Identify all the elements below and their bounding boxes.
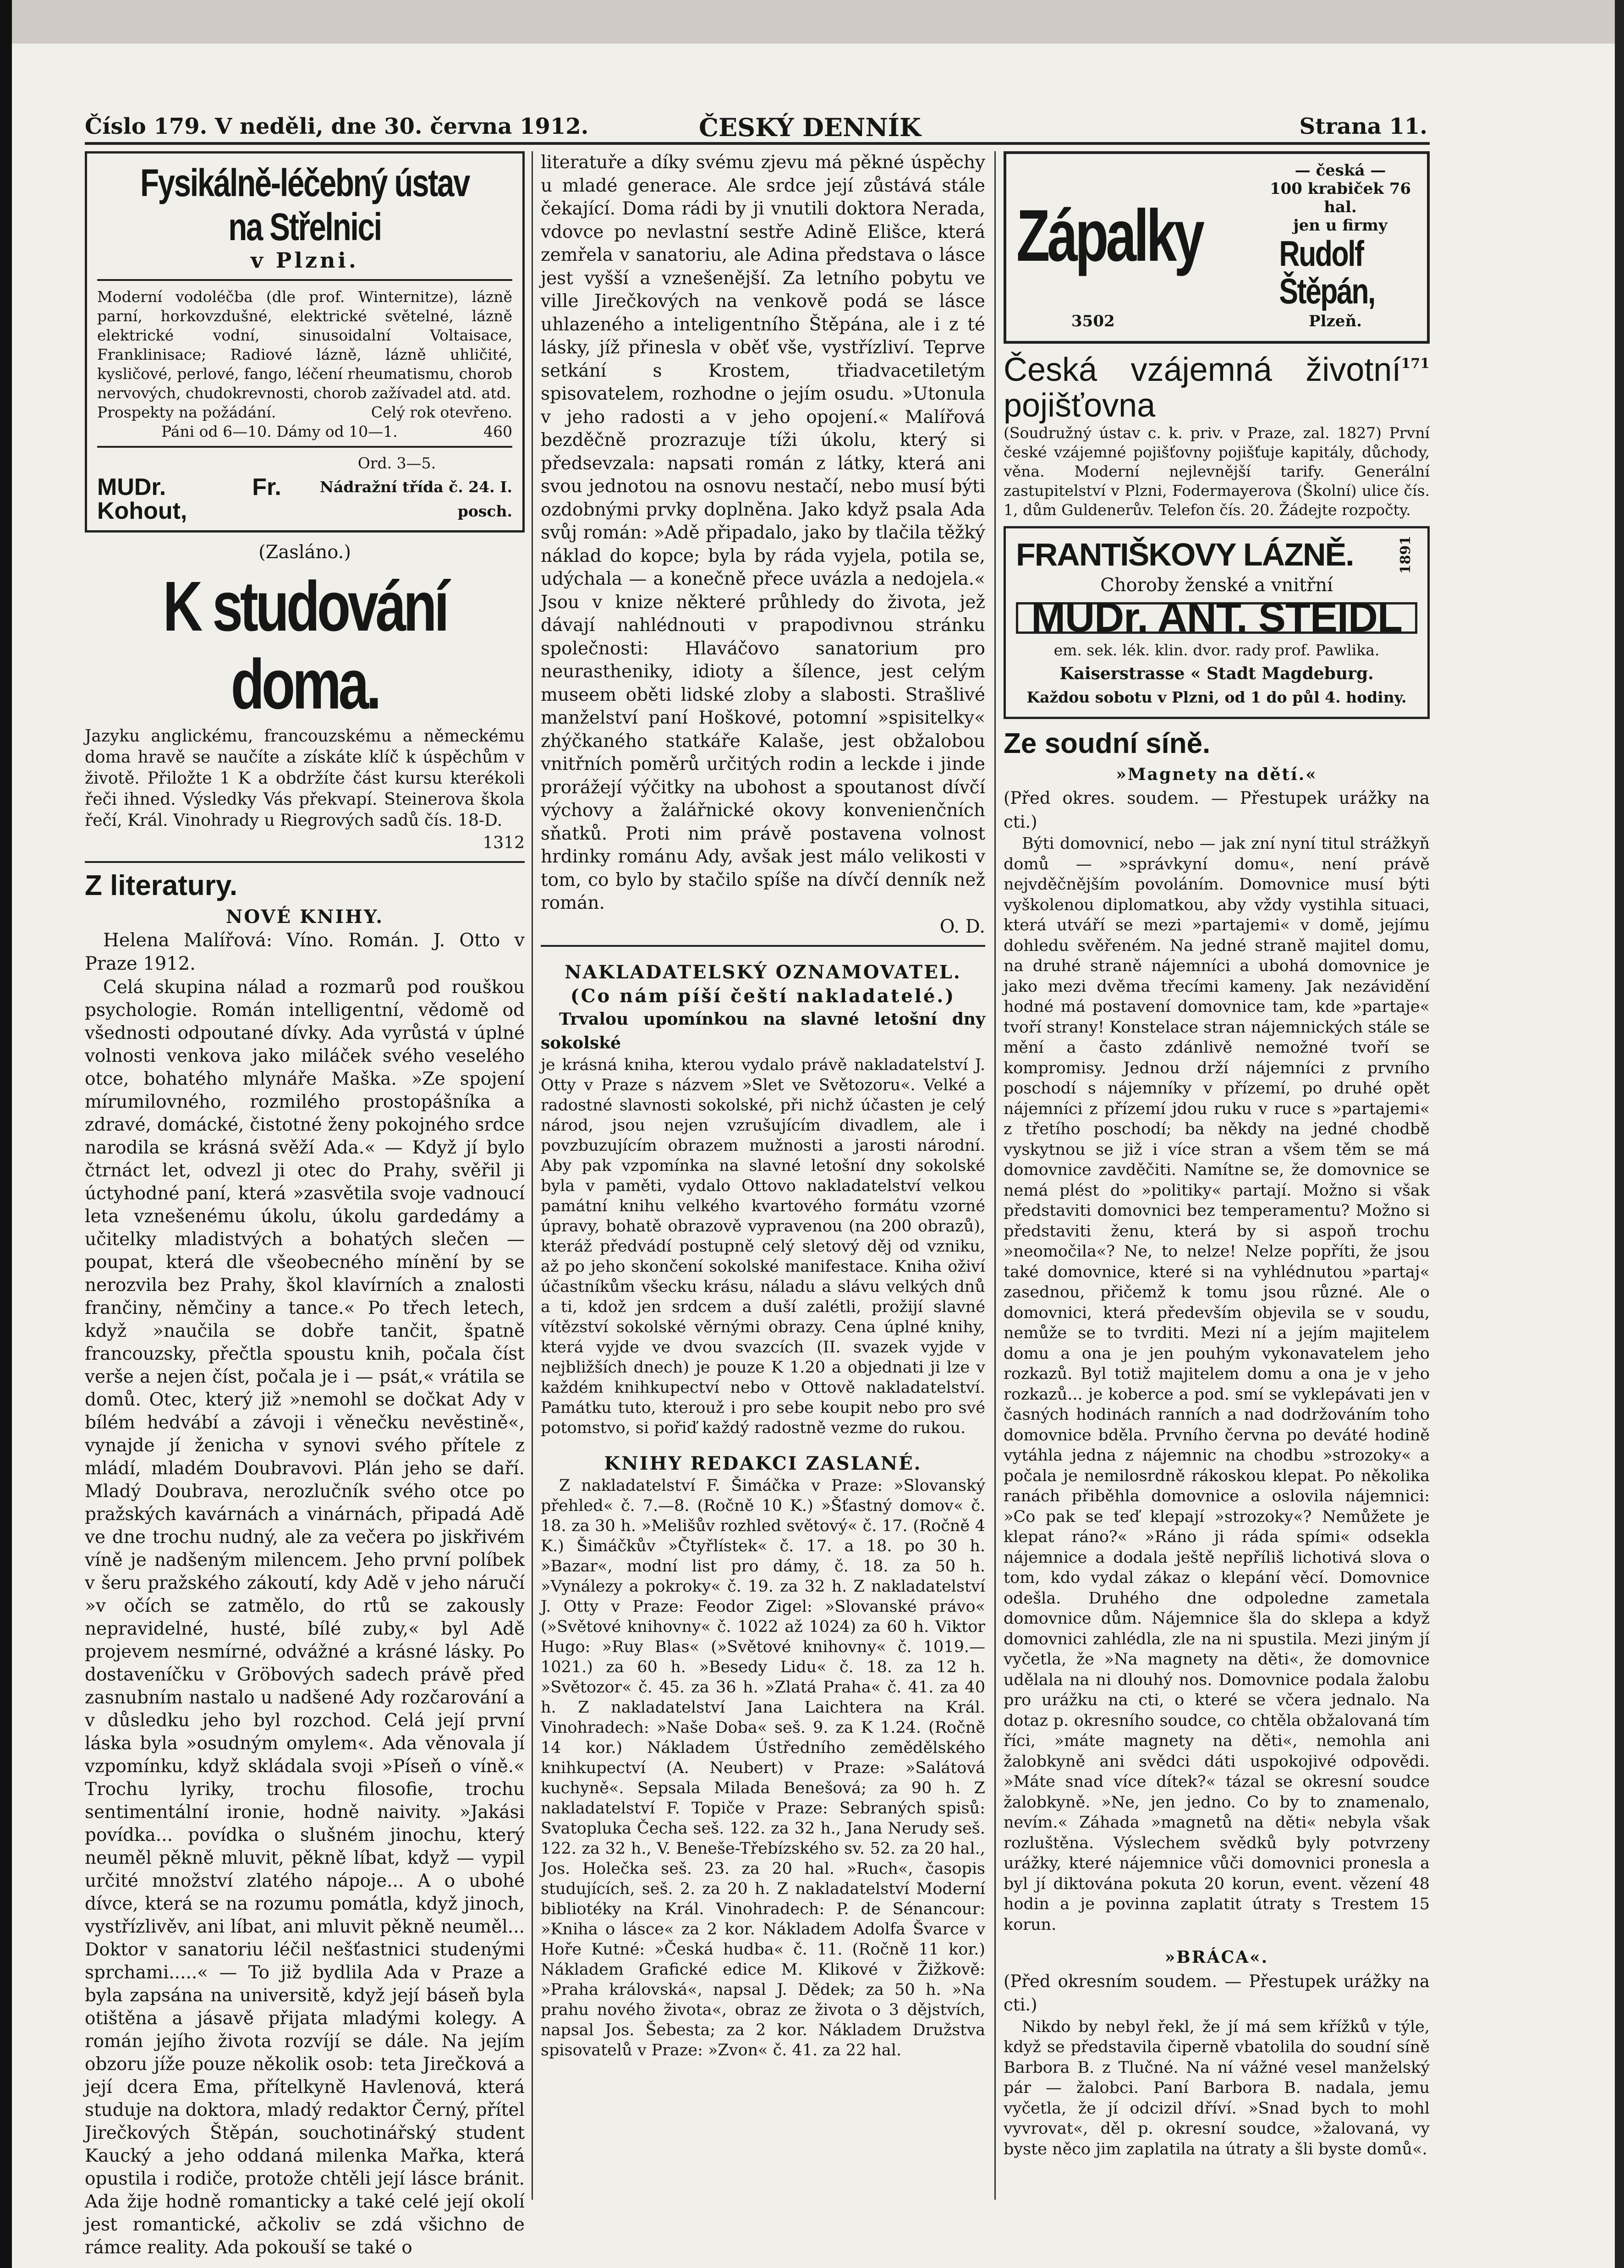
zapalky-city: Plzeň. <box>1309 312 1362 330</box>
scan-left-border <box>0 0 12 2268</box>
nove-knihy-heading: NOVÉ KNIHY. <box>225 906 384 928</box>
studovani-number: 1312 <box>483 833 525 852</box>
hours-text: Páni od 6—10. Dámy od 10—1. <box>161 422 398 440</box>
ad-pojistovna <box>1004 352 1430 520</box>
divider <box>97 279 512 281</box>
divider <box>85 861 525 863</box>
case1-sub: (Před okres. soudem. — Přestupek urážky na cti.) <box>1004 788 1430 832</box>
office-hours: Ord. 3—5. <box>357 454 436 472</box>
case2-sub: (Před okresním soudem. — Přestupek urážky na cti.) <box>1004 1971 1430 2015</box>
section-literatura: Z literatury. <box>85 870 238 901</box>
review-text-part1: Celá skupina nálad a rozmarů pod rouškou psychologie. Román intelligentní, vědomě od všednosti odpoutané dívky. Ada vyrůstá v úplné volnosti venkova jako miláček svého veselého otce, bohatého mlynáře Maška. »Ze spojení mírumilovného, rozmilého prostopášníka a zdravé, domácké, čistotné ženy pokojného srdce narodila se krásná svěží Ada.« — Když jí bylo čtrnáct let, odvezl ji otec do Prahy, svěřil ji úctyhodné paní, která »zasvětila svoje vadnoucí leta vznešenému úkolu, úkolu gardedámy a učitelky mladistvých a bohatých slečen — poupat, která dle všeobecného mínění by se nerozvila bez Prahy, škol klavírních a znalosti frančiny, němčiny a tance.« Po třech letech, když »naučila se dobře tančit, špatně francouzsky, přečtla spoustu knih, počala číst verše a nejen číst, počala je i — psát,« vrátila se domů. Otec, který již »nemohl se dočkat Ady v bílém hedvábí a závoji i věnečku nevěstině«, vynajde jí ženicha v synovi svého přítele z mládí, mladém Doubravovi. Plán jeho se daří. Mladý Doubrava, nerozlučník svého otce po pražských kavárnách a vinárnách, připadá Adě ve dne trochu nudný, ale za večera po jiskřivém víně je nadšeným milencem. Jeho první políbek v šeru pražského zákoutí, kdy Adě v jeho náručí »v očích se zatmělo, do rtů se zakously nepravidelné, husté, bílé zuby,« byl Adě projevem nesmírné, odvážné a krásné lásky. Po dostaveníčku v Gröbových sadech právě před zasnubním nastalo u nadšené Ady rozčarování a v důsledku jeho byl rozchod. Celá její první láska byla »osudným omylem«. Ada věnovala jí vzpomínku, když skládala svoji »Píseň o víně.« Trochu lyriky, trochu filosofie, trochu sentimentální ironie, hodně naivity. »Jakási povídka... povídka o slušném jinochu, který neuměl pěkně mluvit, pěkně líbat, když — vypil určité množství zlatého nápoje... A o ubohé dívce, která se na rozumu pomátla, když jinoch, vystřízlivěv, ani líbat, ani mluvit pěkně neuměl... Doktor v sanatoriu léčil nešťastnici studenými sprchami.....« — To již bydlila Ada v Praze a byla zapsána na universitě, když její báseň byla otištěna a jásavě přijata mladými kolegy. A román jejího života rozvíjí se dále. Na jejím obzoru jíže pouze několik osob: teta Jirečková a její dcera Ema, přítelkyně Havlenová, která studuje na doktora, mladý redaktor Černý, přítel Jirečkových Štěpán, souchotinářský student Kaucký a jeho oddaná milenka Mařka, která opustila i rodiče, protože chtěli její lásce bránit. Ada žije hodně romanticky a také celé její okolí jest romantické, ačkoliv se zdá všichno de rámce reality. Ada pokouší se také o <box>85 977 525 2258</box>
frantiskovy-sub: Choroby ženské a vnitřní <box>1100 575 1333 596</box>
nakladatelsky-lead: Trvalou upomínkou na slavné letošní dny sokolské <box>541 1010 985 1053</box>
pojistovna-title-row <box>1004 352 1430 423</box>
newspaper-title: ČESKÝ DENNÍK <box>699 113 921 142</box>
zaslano-label: (Zasláno.) <box>258 542 351 563</box>
ad-info-row <box>97 403 512 422</box>
pojistovna-title: Česká vzájemná životní pojišťovna <box>1004 351 1401 424</box>
frantiskovy-line2: Kaiserstrasse « Stadt Magdeburg. <box>1059 664 1374 683</box>
scan-top-edge <box>0 0 1624 44</box>
pojistovna-num: 171 <box>1401 355 1430 372</box>
case2-title: »BRÁCA«. <box>1164 1948 1269 1967</box>
doctor-name: MUDr. Fr. Kohout, <box>97 474 281 524</box>
scan-right-border <box>1615 0 1624 2268</box>
ad-zapalky <box>1004 151 1430 344</box>
divider <box>541 945 985 947</box>
issue-date: Číslo 179. V neděli, dne 30. června 1912. <box>85 114 589 139</box>
column-3 <box>1004 151 1430 2159</box>
column-1 <box>85 151 525 2259</box>
review-text-part2: literatuře a díky svému zjevu má pěkné úspěchy u mladé generace. Ale srdce její zůstává stále čekající. Doma rádi by ji vnutili doktora Nerada, vdovce po nevlastní sestře Adině Elišce, která zemřela v sanatoriu, ale Adina představa o lásce jest vyšší a vznešenější. Za letního pobytu ve ville Jirečkových na venkově podá se lásce uhlazeného a inteligentního Štěpána, ale i z té lásky, jíž přinesla v oběť vše, vystřízliví. Teprve setkání s Krostem, třiadvacetiletým spisovatelem, rozhodne o jejím osudu. »Utonula v jeho radosti a v jeho opojení.« Malířová bezděčně prozrazuje tíži úkolu, který si předsevzala: napsati román z látky, která ani svou jednotou na osnovu nestačí, nebo musí býti ozdobnými prvky doplněna. Jako když psala Ada svůj román: »Adě připadalo, jako by tlačila těžký náklad do kopce; byla by ráda vyjela, potila se, udýchala — a konečně přece uvázla a nedojela.« Jsou v knize některé průhledy do života, jež dávají nahlédnouti v prapodivnou stránku společnosti: Hlaváčovo sanatorium pro neurastheniky, idioty a šílence, jest celým museem oběti lidské zloby a slabosti. Strašlivé manželství paní Hoškové, potomní »spisitelky« zhýčkaného statkáře Kalaše, jest obžalobou vnitřních poměrů určitých rodin a leckde i jinde prorážejí výčitky na ubohost a spoutanost dívčí výchovy a žalářnické okovy konvenienčních sňatků. Proti nim právě postavena volnost hrdinky románu Ady, avšak jest málo velikosti v tom, co bylo by stačilo spíše na dívčí denník než román. <box>541 152 985 913</box>
column-divider <box>532 151 533 2200</box>
ad-body: Moderní vodoléčba (dle prof. Winternitze), lázně parní, horkovzdušné, elektrické světelné, lázně elektrické vodní, sinusoidalní Voltaisace, Franklinisace; Radiové lázně, lázně uhličité, kysličové, perlové, fango, léčení rheumatismu, chorob nervových, chudokrevnosti, chorob zažívadel atd. atd. <box>97 287 512 402</box>
zapalky-num: 3502 <box>1071 312 1115 330</box>
header-rule <box>85 142 1430 145</box>
knihy-redakci-text: Z nakladatelství F. Šimáčka v Praze: »Slovanský přehled« č. 7.—8. (Ročně 10 K.) »Šťastný domov« č. 18. za 30 h. »Melišův rozhled světový« č. 17. (Ročně 4 K.) Šimáčkův »Čtyřlístek« č. 17. a 18. po 30 h. »Bazar«, modní list pro dámy, č. 18. za 50 h. »Vynálezy a pokroky« č. 19. za 32 h. Z nakladatelství J. Otty v Praze: Feodor Zigel: »Slovanské právo« (»Světové knihovny« č. 1022 až 1024) za 60 h. Viktor Hugo: »Ruy Blas« (»Světové knihovny« č. 1019.—1021.) za 60 h. »Besedy Lidu« č. 18. za 12 h. »Světozor« č. 45. za 36 h. »Zlatá Praha« č. 41. za 40 h. Z nakladatelství Jana Laichtera na Král. Vinohradech: »Naše Doba« seš. 9. za K 1.24. (Ročně 14 kor.) Nákladem Ústředního zemědělského knihkupectví (A. Neubert) v Praze: »Salátová kuchyně«. Sepsala Milada Benešová; za 90 h. Z nakladatelství F. Topiče v Praze: Sebraných spisů: Svatopluka Čecha seš. 122. za 32 h., Jana Nerudy seš. 122. za 32 h., V. Beneše-Třebízského sv. 52. za 20 hal., Jos. Holečka seš. 23. za 20 hal. »Ruch«, časopis studujících, seš. 2. za 20 h. Z nakladatelství Moderní bibliotéky na Král. Vinohradech: P. de Sénancour: »Kniha o lásce« za 2 kor. Nákladem Adolfa Švarce v Hoře Kutné: »Česká hudba« č. 11. (Ročně 11 kor.) Nákladem Grafické edice M. Klikové v Žižkově: »Praha královská«, napsal J. Dědek; za 50 h. »Na prahu nového života«, obraz ze života o 3 dějstvích, napsal Jos. Šebesta; za 2 kor. Nákladem Družstva spisovatelů v Praze: »Zvon« č. 41. za 22 hal. <box>541 1476 985 2059</box>
ad-frantiskovy <box>1004 526 1430 719</box>
frantiskovy-title-row <box>1016 536 1417 574</box>
ad-subtitle: v Plzni. <box>251 248 359 273</box>
review-signature: O. D. <box>939 916 985 937</box>
case1-text: Býti domovnicí, nebo — jak zní nyní titul strážkyň domů — »správkyní domu«, není právě nejvděčnějším povoláním. Domovnice musí býti vyškolenou diplomatkou, aby vždy vystihla situaci, která utváří se mezi »partajemi« v domě, jejímu dohledu svěřeném. Na jedné straně majitel domu, na druhé straně nájemníci a ubohá domovnice je jako mezi dvěma třecími kameny. Jak nezávidění hodné má postavení domovnice tam, kde »partaje« tvoří strany! Konstelace stran nájemnických stále se mění a často zdánlivě nemožné tvoří se kompromisy. Jednou drží nájemníci z prvního poschodí s nájemníky v přízemí, po druhé opět nájemníci z přízemí jdou ruku v ruce s »partajemi« z třetího poschodí; ba někdy na jedné chodbě vyskytnou se již i více stran a všem těm se má domovnice zavděčiti. Namítne se, že domovnice se nemá plést do »politiky« partají. Možno si však představiti domovnici bez temperamentu? Možno si představiti ženu, která by si aspoň trochu »neomočila«? Ne, to nelze! Nelze popříti, že jsou také domovnice, které si na vyhlédnutou »partaj« zasednou, přičemž k tomu jsou různé. Ale o domovnici, která především objevila se v soudu, nemůže se to tvrditi. Mezi ní a jejím majitelem domu a ona je jen pouhým vykonavatelem jeho rozkazů. Byl totiž majitelem domu a ona je v jeho rozkazů... je koberce a pod. smí se vyklepávati jen v časných hodinách ranních a nad dodržováním toho domovnice bděla. Prvního června po deváté hodině vytáhla jedna z nájemnic na chodbu »strozoky« a počala je nemilosrdně rákoskou klepat. Po několika ranách přiběhla domovnice a oslovila nájemnici: »Co pak se teď klepají »strozoky«? Nemůžete je klepat ráno?« »Ráno ji ráda spími« odsekla nájemnice a dodala ještě nepříliš lichotivá slova o tom, kdo vydal zákaz o klepání věcí. Domovnice odešla. Druhého dne odpoledne zametala domovnice dům. Nájemnice šla do sklepa a když domovnici zahlédla, zle na ni spustila. Mezi jiným jí vyčetla, že »Na magnety na děti«, že domovnice udělala na ni dlouhý nos. Domovnice podala žalobu pro urážku na cti, o které se včera jednalo. Na dotaz p. okresního soudce, co chtěla obžalovaná tím říci, »máte magnety na děti«, nemohla ani žalobkyně ani svědci dáti uspokojivé odpovědi. »Máte snad více dítek?« tázal se okresní soudce žalobkyně. »Ne, jen jedno. Co by to znamenalo, nevím.« Záhada »magnetů na děti« nebyla však rozluštěna. Výslechem svědků byly potvrzeny urážky, které nájemnice vůči domovnici pronesla a byl jí diktována pokuta 20 korun, event. vězení 48 hodin a je povinna zaplatit útraty s Trestem 15 korun. <box>1004 835 1430 1934</box>
doctor-address: Nádražní třída č. 24. I. posch. <box>319 478 512 520</box>
frantiskovy-title: FRANTIŠKOVY LÁZNĚ. <box>1016 536 1354 572</box>
page-header <box>85 104 1427 141</box>
zapalky-firm: jen u firmy <box>1293 216 1388 235</box>
case2-text: Nikdo by nebyl řekl, že jí má sem křížků v týle, když se představila čiperně vbatolila do soudní síně Barbora B. z Tlučné. Na ní vážné vesel manželský pár — žalobci. Paní Barbora B. nadala, jemu vyčetla, že jí odcizil dříví. »Snad bych to mohl vyvrovat«, děl p. okresní soudce, »žalovaná, vy byste něco jim zaplatila na útraty a šli byste domů«. <box>1004 2017 1430 2158</box>
frantiskovy-year: 1891 <box>1397 535 1414 574</box>
book-citation: Helena Malířová: Víno. Román. J. Otto v Praze 1912. <box>85 929 525 974</box>
zapalky-footer <box>1016 310 1417 334</box>
pojistovna-body: (Soudružný ústav c. k. priv. v Praze, zal. 1827) První české vzájemné pojišťovny pojišťuje kapitály, důchody, věna. Moderní nejlevnější tarify. Generální zastupitelství v Plzni, Fodermayerova (Školní) ulice čís. 1, dům Guldenerův. Telefon čís. 20. Žádejte rozpočty. <box>1004 423 1430 519</box>
doctor-steidl: MUDr. ANT. STEIDL <box>1016 602 1417 634</box>
nakladatelsky-text: je krásná kniha, kterou vydalo právě nakladatelství J. Otty v Praze s názvem »Slet ve Světozoru«. Velké a radostné slavnosti sokolské, při nichž účasten je celý národ, jsou nejen vzrušujícím divadlem, ale i povzbuzujícím obrazem mužnosti a jarosti národní. Aby pak vzpomínka na slavné letošní dny sokolské byla v paměti, vydalo Ottovo nakladatelství velkou památní knihu velkého kvartového formátu vzorné úpravy, bohatě obrazově vypravenou (na 200 obrazů), kteráž předvádí postupně celý sletový děj od vzniku, až po jeho skončení sokolské manifestace. Kniha oživí účastníkům všecku krásu, náladu a slávu velkých dnů a ti, kdož jen srdcem a duší zalétli, prožijí slavné vítězství sokolské věrnými obrazy. Cena úplné knihy, která vyjde ve dvou svazcích (II. svazek vyjde v nejbližších dnech) je pouze K 1.20 a objednati ji lze v každém knihkupectví nebo v Ottově nakladatelství. Památku tuto, kterouž i pro sebe koupit nebo pro své potomstvo, si pořiď každý radostně vezme do rukou. <box>541 1056 985 1437</box>
studovani-title: K studování doma. <box>163 566 447 724</box>
zapalky-title: Zápalky <box>1016 194 1202 276</box>
frantiskovy-line1: em. sek. lék. klin. dvor. rady prof. Pawlika. <box>1053 641 1380 659</box>
page-number: Strana 11. <box>1299 114 1427 139</box>
frantiskovy-line3: Každou sobotu v Plzni, od 1 do půl 4. hodiny. <box>1026 688 1407 706</box>
zapalky-right <box>1264 161 1417 310</box>
ad-hours-row <box>97 422 512 441</box>
ad-number: 460 <box>483 422 512 440</box>
zapalky-row <box>1016 161 1417 310</box>
column-divider <box>994 151 996 2200</box>
section-soudni: Ze soudní síně. <box>1004 727 1211 759</box>
prospekty-text: Prospekty na požádání. <box>97 403 276 421</box>
doctor-row <box>97 446 512 523</box>
ad-fysikalni <box>85 151 525 533</box>
zapalky-count: 100 krabiček 76 hal. <box>1269 180 1411 216</box>
nakladatelsky-subtitle: (Co nám píší čeští nakladatelé.) <box>570 985 956 1007</box>
column-2 <box>541 151 985 2060</box>
nakladatelsky-title: NAKLADATELSKÝ OZNAMOVATEL. <box>565 961 961 983</box>
zapalky-ceska: — česká — <box>1295 161 1386 180</box>
case1-title: »Magnety na dětí.« <box>1116 764 1317 784</box>
zapalky-name: Rudolf Štěpán, <box>1279 233 1375 311</box>
knihy-redakci-title: KNIHY REDAKCI ZASLANÉ. <box>604 1453 922 1474</box>
studovani-body: Jazyku anglickému, francouzskému a německému doma hravě se naučíte a získáte klíč k úspěchům v životě. Přiložte 1 K a obdržíte část kursu kterékoli řeči ihned. Výsledky Vás překvapí. Steinerova škola řečí, Král. Vinohrady u Riegrových sadů čís. 18-D. <box>85 726 525 830</box>
ad-title: Fysikálně-léčebný ústav na Střelnici <box>140 161 469 248</box>
doctor-address-block <box>281 451 512 523</box>
open-text: Celý rok otevřeno. <box>371 403 512 421</box>
